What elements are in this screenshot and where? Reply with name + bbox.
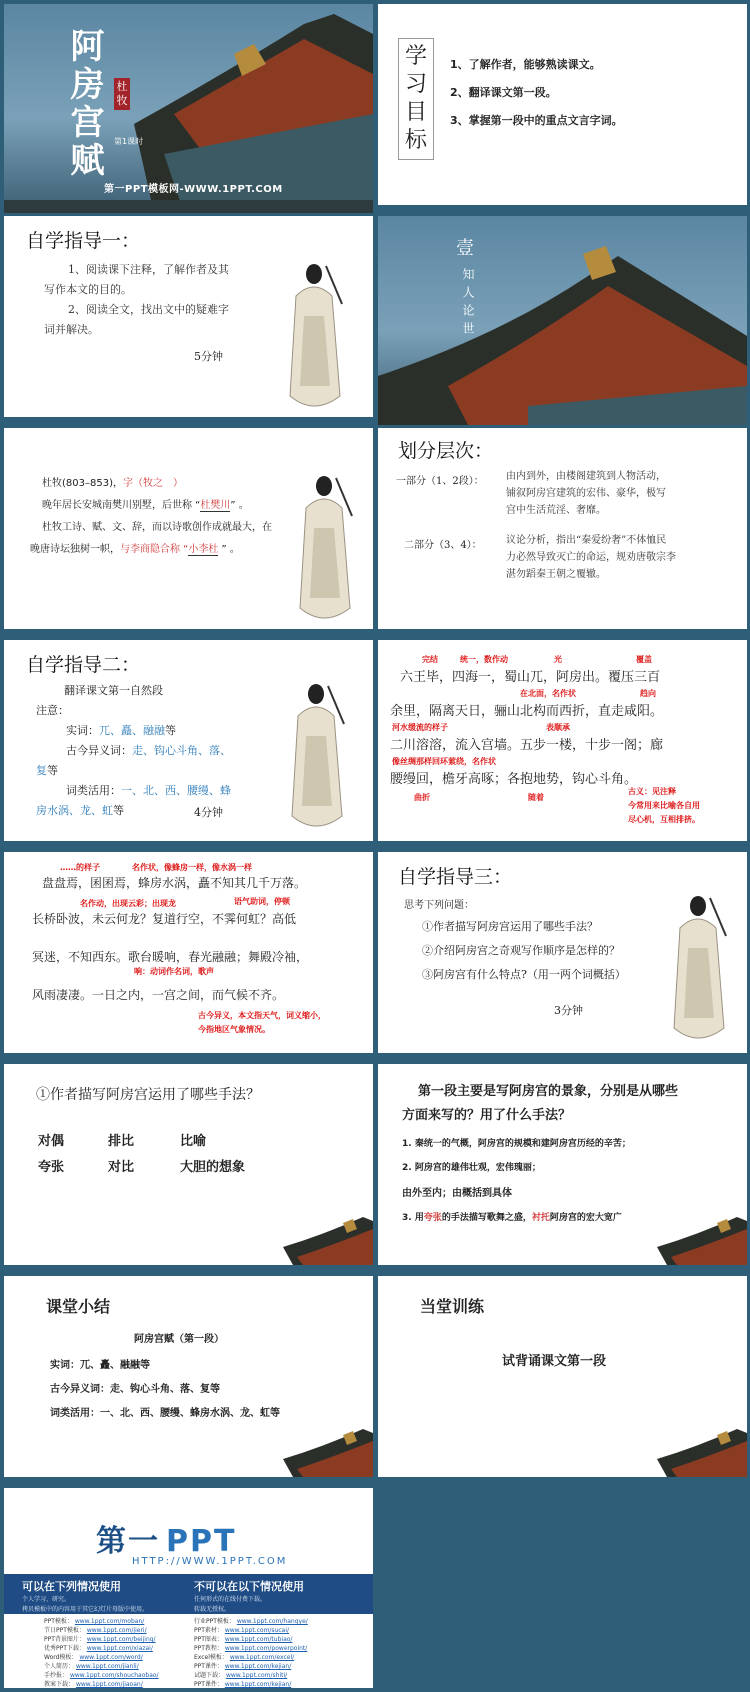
goals-box-title: 学习目标 [398, 38, 434, 160]
text-line: 晚唐诗坛独树一帜， [30, 544, 120, 555]
label: 古今异义词： [66, 744, 132, 757]
slide-border [4, 1265, 373, 1273]
lesson-label: 第1课时 [114, 137, 144, 146]
text-line: 宫中生活荒淫、奢靡。 [506, 505, 606, 516]
link[interactable]: www.1ppt.com/sucai/ [224, 1627, 290, 1634]
answer-item: 夸张 [38, 1160, 65, 1175]
link-label: 试题下载： [194, 1672, 225, 1679]
answer-item: 对偶 [38, 1134, 65, 1149]
slide-border [4, 1053, 373, 1061]
annotation: 名作状，像蜂房一样，像水涡一样 [132, 863, 252, 872]
annotation: 表顺承 [546, 723, 570, 732]
annotation: 统一，数作动 [460, 655, 508, 664]
link[interactable]: www.1ppt.com/word/ [79, 1654, 143, 1661]
link-label: PPT素材： [194, 1627, 223, 1634]
scholar-figure-image [284, 468, 364, 633]
usage-footer [4, 1574, 373, 1688]
slide-title[interactable] [4, 4, 373, 213]
slide-title-text: 阿房宫赋 [64, 28, 104, 180]
classical-text-line: 腰缦回，檐牙高啄；各抱地势，钩心斗角。 [390, 772, 638, 787]
slide-guide-1[interactable] [4, 216, 373, 425]
classical-text-line: 二川溶溶，流入宫墙。五步一楼，十步一阁；廊 [390, 738, 664, 753]
link[interactable]: www.1ppt.com/xiazai/ [86, 1645, 153, 1652]
scholar-figure-image [658, 888, 738, 1053]
question-text: ①作者描写阿房宫运用了哪些手法？ [36, 1087, 260, 1103]
annotation: 今指地区气象情况。 [198, 1025, 270, 1034]
slide-section-1[interactable] [378, 216, 747, 425]
summary-item: 词类活用：一、北、西、腰缦、蜂房水涡、龙、虹等 [50, 1408, 280, 1419]
classical-text-line: 盘盘焉，囷囷焉，蜂房水涡，矗不知其几千万落。 [42, 876, 307, 890]
slide-border [4, 1477, 373, 1485]
text-line: 杜牧工诗、赋、文、辞，而以诗歌创作成就最大，在 [42, 522, 272, 533]
label: 等 [113, 804, 124, 817]
slide-border [378, 1265, 747, 1273]
section-number: 壹 [456, 238, 474, 259]
brand-url[interactable]: HTTP://WWW.1PPT.COM [132, 1556, 288, 1567]
slide-border [378, 205, 747, 213]
text-line: 铺叙阿房宫建筑的宏伟、豪华，极写 [506, 488, 666, 499]
link[interactable]: www.1ppt.com/excel/ [229, 1654, 295, 1661]
link-label: 节日PPT模板： [44, 1627, 85, 1634]
usage-item: 转载无授权。 [194, 1606, 231, 1613]
goal-item: 1、了解作者，能够熟读课文。 [450, 58, 601, 71]
question-text: 方面来写的？用了什么手法？ [402, 1108, 572, 1123]
link[interactable]: www.1ppt.com/jianli/ [75, 1663, 139, 1670]
question-item: ③阿房宫有什么特点?（用一两个词概括） [422, 968, 626, 981]
roof-corner-image [657, 1429, 747, 1477]
annotation: 趋向 [640, 689, 656, 698]
text-line: 晚年居长安城南樊川别墅，后世称 “ [42, 500, 201, 511]
slide-border [378, 1477, 747, 1485]
part-label: 二部分（3、4）： [404, 540, 482, 551]
annotation: ……的样子 [60, 863, 100, 872]
link-label: Word模板： [44, 1654, 78, 1661]
link-label: PPT课件： [194, 1663, 223, 1670]
term-list: 走、钩心斗角、落、 [132, 744, 231, 757]
slide-border [378, 1053, 747, 1061]
slide-answer-techniques[interactable] [4, 1064, 373, 1273]
keyword: 衬托 [531, 1213, 550, 1223]
link-label: PPT模板： [44, 1618, 73, 1625]
slide-author[interactable] [4, 428, 373, 637]
text-line: 词并解决。 [44, 323, 99, 336]
answer-item: 对比 [108, 1160, 135, 1175]
link[interactable]: www.1ppt.com/jiaoan/ [75, 1681, 143, 1688]
author-style-name: 字（牧之 ） [122, 478, 183, 489]
text-line: 湛勿蹈秦王朝之覆辙。 [506, 569, 606, 580]
roof-corner-image [283, 1217, 373, 1265]
slide-guide-2[interactable] [4, 640, 373, 849]
roof-photo [378, 216, 747, 425]
label: 实词： [66, 724, 99, 737]
practice-task: 试背诵课文第一段 [502, 1354, 607, 1369]
slide-heading: 自学指导三： [398, 866, 513, 888]
annotation: 在北面，名作状 [520, 689, 576, 698]
annotation: 像丝绸那样回环萦绕，名作状 [392, 757, 496, 766]
section-subtitle: 知人论世 [461, 268, 475, 340]
note-label: 注意： [36, 704, 69, 717]
text-line: 3. 用 [402, 1213, 424, 1223]
slide-brand[interactable] [4, 1488, 373, 1688]
link-label: PPT课件： [194, 1681, 223, 1688]
slide-heading: 课堂小结 [46, 1297, 111, 1316]
time-label: 3分钟 [554, 1004, 583, 1017]
link[interactable]: www.1ppt.com/powerpoint/ [224, 1645, 308, 1652]
label: 等 [47, 764, 58, 777]
slide-border [4, 841, 373, 849]
annotation: 尽心机，互相排挤。 [628, 815, 700, 824]
link-label: PPT图表： [194, 1636, 223, 1643]
author-seal: 杜牧 [114, 78, 130, 110]
link[interactable]: www.1ppt.com/hangye/ [236, 1618, 308, 1625]
annotation: 今常用来比喻各自用 [628, 801, 700, 810]
link[interactable]: www.1ppt.com/beijing/ [86, 1636, 156, 1643]
usage-item: 个人学习、研究。 [22, 1596, 71, 1603]
summary-title: 阿房宫赋（第一段） [134, 1334, 224, 1345]
time-label: 5分钟 [194, 350, 223, 363]
link[interactable]: www.1ppt.com/kejian/ [224, 1663, 292, 1670]
time-label: 4分钟 [194, 806, 223, 819]
question-item: ②介绍阿房宫之奇观写作顺序是怎样的？ [422, 944, 620, 957]
goal-item: 2、翻译课文第一段。 [450, 86, 557, 99]
annotation: 响：动词作名词，歌声 [134, 967, 214, 976]
goal-item: 3、掌握第一段中的重点文言字词。 [450, 114, 623, 127]
roof-corner-image [657, 1217, 747, 1265]
slide-heading: 划分层次： [398, 440, 494, 462]
usage-item: 拷贝模板中的内容用于其它幻灯片母版中使用。 [22, 1606, 149, 1613]
slide-practice[interactable] [378, 1276, 747, 1485]
slide-heading: 当堂训练 [420, 1297, 485, 1316]
answer-item: 1. 秦统一的气概，阿房宫的规模和建阿房宫历经的辛苦； [402, 1139, 631, 1149]
link-label: Excel模板： [194, 1654, 228, 1661]
keyword: 夸张 [423, 1213, 442, 1223]
classical-text-line: 冥迷，不知西东。歌台暖响，春光融融；舞殿冷袖， [32, 950, 309, 964]
can-use-heading: 可以在下列情况使用 [22, 1580, 121, 1593]
link-label: 教案下载： [44, 1681, 75, 1688]
annotation: 古义：见注释 [628, 787, 676, 796]
answer-item: 比喻 [180, 1134, 207, 1149]
slide-border [378, 841, 747, 849]
logo-text: 第一 [96, 1524, 160, 1559]
link[interactable]: www.1ppt.com/shouchaobao/ [69, 1672, 159, 1679]
link[interactable]: www.1ppt.com/kejian/ [224, 1681, 292, 1688]
classical-text-line: 六王毕，四海一，蜀山兀，阿房出。覆压三百 [400, 670, 661, 685]
answer-blank: 小李杜 [188, 544, 219, 555]
text-line: ” 。 [218, 544, 240, 555]
classical-text-line: 风雨凄凄。一日之内，一宫之间，而气候不齐。 [32, 988, 285, 1002]
text-line: 与李商隐合称 “ [120, 544, 189, 555]
annotation: 名作动，出现云彩；出现龙 [80, 899, 176, 908]
slide-annotated-text-2[interactable] [4, 852, 373, 1061]
link-label: 优秀PPT下载： [44, 1645, 85, 1652]
text-line: 的手法描写歌舞之盛， [441, 1213, 532, 1223]
text-line: 力必然导致灭亡的命运，规劝唐敬宗李 [506, 552, 676, 563]
text-line: 写作本文的目的。 [44, 283, 132, 296]
text-line: 阿房宫的宏大宽广 [549, 1213, 622, 1223]
term-list: 房水涡、龙、虹 [36, 804, 113, 817]
scholar-figure-image [276, 676, 356, 841]
roof-corner-image [283, 1429, 373, 1477]
link-label: 个人简历： [44, 1663, 75, 1670]
link-label: PPT背景图片： [44, 1636, 85, 1643]
annotation: 曲折 [414, 793, 430, 802]
text-line: 议论分析，指出“秦爱纷奢”不体恤民 [506, 535, 667, 546]
answer-blank: 杜樊川 [200, 500, 231, 511]
answer-item: 由外至内；由概括到具体 [402, 1188, 512, 1199]
annotation: 光 [554, 655, 562, 664]
slide-summary[interactable] [4, 1276, 373, 1485]
part-label: 一部分（1、2段）： [396, 476, 484, 487]
term-list: 复 [36, 764, 47, 777]
link[interactable]: www.1ppt.com/shiti/ [225, 1672, 288, 1679]
slide-heading: 自学指导二： [26, 654, 141, 676]
label: 词类活用： [66, 784, 121, 797]
slide-guide-3[interactable] [378, 852, 747, 1061]
brand-logo [96, 1516, 236, 1560]
link-label: PPT教程： [194, 1645, 223, 1652]
slide-answer-aspects[interactable] [378, 1064, 747, 1273]
text-line: 2、阅读全文，找出文中的疑难字 [68, 303, 229, 316]
link-label: 行业PPT模板： [194, 1618, 235, 1625]
label: 等 [165, 724, 176, 737]
logo-text: PPT [166, 1524, 237, 1559]
annotation: 覆盖 [636, 655, 652, 664]
text-line: 由内到外，由楼阁建筑到人物活动， [506, 471, 666, 482]
summary-item: 古今异义词：走、钩心斗角、落、复等 [50, 1384, 220, 1395]
link-label: 手抄报： [44, 1672, 69, 1679]
slide-heading: 自学指导一： [26, 230, 141, 252]
watermark: 第一PPT模板网-WWW.1PPT.COM [104, 184, 283, 195]
slide-annotated-text-1[interactable] [378, 640, 747, 849]
link[interactable]: www.1ppt.com/tubiao/ [224, 1636, 293, 1643]
text-line: 1、阅读课下注释，了解作者及其 [68, 263, 229, 276]
text-line: ” 。 [230, 500, 249, 511]
author-life: 杜牧(803–853)， [42, 478, 123, 489]
term-list: 一、北、西、腰缦、蜂 [121, 784, 231, 797]
term-list: 兀、矗、融融 [99, 724, 165, 737]
question-text: 第一段主要是写阿房宫的景象，分别是从哪些 [418, 1084, 679, 1099]
classical-text-line: 余里，隔离天日，骊山北构而西折，直走咸阳。 [390, 704, 664, 719]
links-list [4, 1614, 373, 1688]
annotation: 随着 [528, 793, 544, 802]
annotation: 语气助词，停顿 [234, 897, 290, 906]
answer-item: 大胆的想象 [180, 1160, 246, 1175]
question-item: ①作者描写阿房宫运用了哪些手法？ [422, 920, 598, 933]
link[interactable]: www.1ppt.com/jieri/ [86, 1627, 147, 1634]
annotation: 河水缓流的样子 [392, 723, 448, 732]
cannot-use-heading: 不可以在以下情况使用 [194, 1580, 304, 1593]
scholar-figure-image [274, 256, 354, 421]
sub-heading: 翻译课文第一自然段 [64, 684, 163, 697]
annotation: 古今异义，本文指天气，词义缩小， [198, 1011, 326, 1020]
link[interactable]: www.1ppt.com/moban/ [74, 1618, 145, 1625]
slide-structure[interactable] [378, 428, 747, 637]
answer-item: 排比 [108, 1134, 135, 1149]
summary-item: 实词：兀、矗、融融等 [50, 1360, 150, 1371]
usage-item: 任何形式的在线付费下载。 [194, 1596, 267, 1603]
annotation: 完结 [422, 655, 438, 664]
sub-heading: 思考下列问题： [404, 900, 474, 911]
empty-slot [378, 1488, 747, 1688]
answer-item: 2. 阿房宫的雄伟壮观，宏伟瑰丽； [402, 1163, 541, 1173]
slide-border [378, 629, 747, 637]
classical-text-line: 长桥卧波，未云何龙？复道行空，不霁何虹？高低 [32, 912, 297, 926]
slide-goals[interactable] [378, 4, 747, 213]
